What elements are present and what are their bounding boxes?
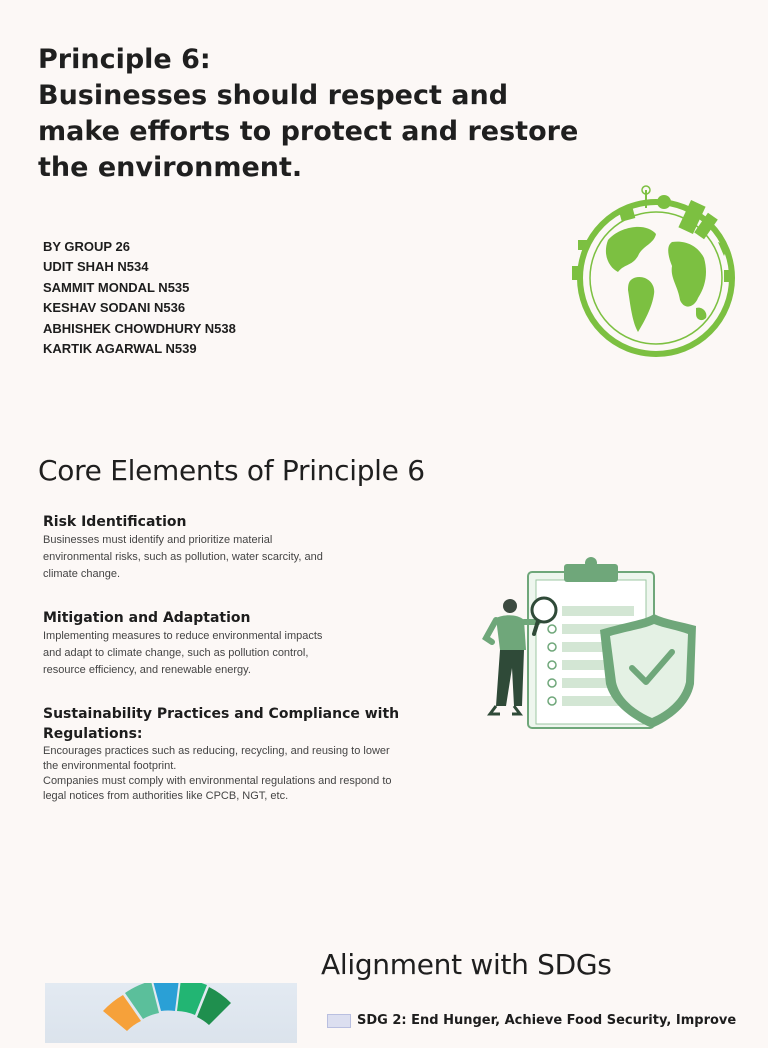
author-name: UDIT SHAH N534 (43, 259, 149, 275)
title-line-3: make efforts to protect and restore (38, 116, 579, 147)
core-item-desc (43, 744, 463, 804)
author-list (43, 237, 236, 359)
page-title (38, 42, 598, 186)
desc-line: resource efficiency, and renewable energy. (43, 664, 251, 676)
author-name: KESHAV SODANI N536 (43, 300, 186, 316)
desc-line: and adapt to climate change, such as pollution control, (43, 647, 309, 659)
core-item-title: Risk Identification (43, 514, 187, 530)
sdg-wheel-icon (45, 983, 297, 1043)
section-title-sdg: Alignment with SDGs (321, 948, 612, 981)
core-item-sustainability (43, 704, 463, 804)
title-line-2: Businesses should respect and (38, 80, 509, 111)
core-item-mitigation (43, 608, 443, 679)
desc-line: the environmental footprint. (43, 760, 177, 772)
globe-icon (568, 182, 746, 360)
section-title-core: Core Elements of Principle 6 (38, 454, 425, 487)
author-group: BY GROUP 26 (43, 239, 130, 254)
author-name: KARTIK AGARWAL N539 (43, 341, 197, 357)
author-name: SAMMIT MONDAL N535 (43, 279, 190, 295)
core-item-risk (43, 512, 443, 583)
desc-line: climate change. (43, 568, 121, 580)
desc-line: Companies must comply with environmental regulations and respond to (43, 775, 392, 787)
title-line-4: the environment. (38, 152, 303, 183)
core-item-title: Mitigation and Adaptation (43, 610, 251, 626)
core-item-title (43, 704, 463, 744)
title-line: Regulations: (43, 726, 143, 742)
author-name: ABHISHEK CHOWDHURY N538 (43, 320, 236, 336)
desc-line: Encourages practices such as reducing, recycling, and reusing to lower (43, 745, 390, 757)
desc-line: legal notices from authorities like CPCB, NGT, etc. (43, 790, 289, 802)
title-line: Sustainability Practices and Compliance with (43, 706, 400, 722)
core-item-desc (43, 628, 443, 679)
person-magnifier-icon (478, 594, 564, 730)
title-line-1: Principle 6: (38, 44, 211, 75)
sdg-wheel-image (45, 983, 297, 1043)
desc-line: Implementing measures to reduce environmental impacts (43, 630, 323, 642)
desc-line: environmental risks, such as pollution, water scarcity, and (43, 551, 323, 563)
core-item-desc (43, 532, 443, 583)
sdg-item (327, 1013, 736, 1028)
sdg-item-label: SDG 2: End Hunger, Achieve Food Security, Improve (357, 1013, 737, 1028)
checkbox-icon (327, 1014, 351, 1028)
desc-line: Businesses must identify and prioritize material (43, 534, 273, 546)
